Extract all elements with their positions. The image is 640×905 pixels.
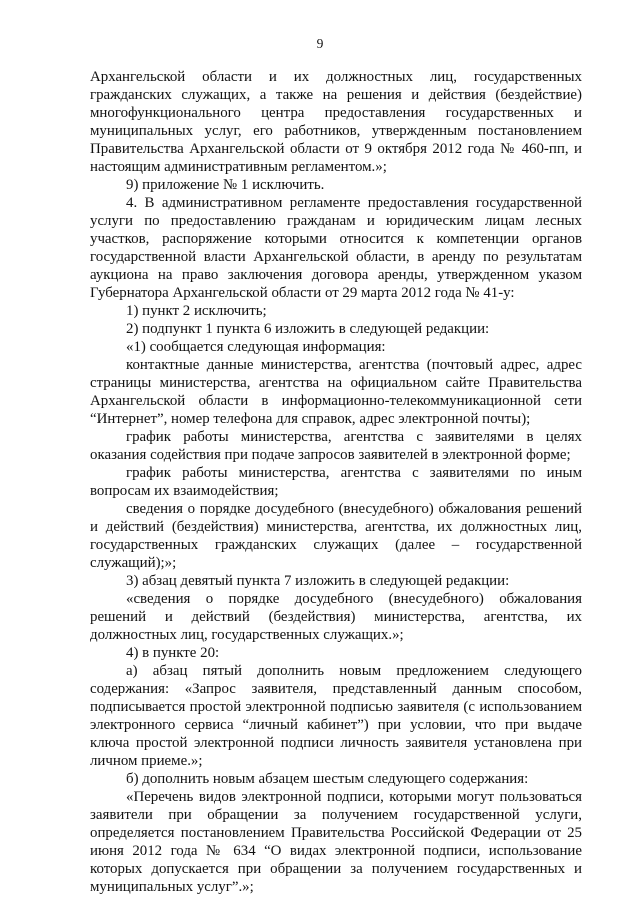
- paragraph-subitem-3: 3) абзац девятый пункта 7 изложить в следующей редакции:: [126, 573, 510, 589]
- paragraph-subitem-4: 4) в пункте 20:: [126, 645, 220, 661]
- paragraph-appeal-info: сведения о порядке досудебного (внесудебного) обжалования решений и действий (бездействия) министерства, агентства, их должностных лиц, государственных гражданских служащих (далее – государственной служащий);»;: [90, 501, 582, 571]
- paragraph-section-4: 4. В административном регламенте предоставления государственной услуги по предоставлению гражданам и юридическим лицам лесных участков, распоряжение которыми относится к компетенции органов государственной власти Архангельской области, в аренду по результатам аукциона на право заключения договора аренды, утвержденном указом Губернатора Архангельской области от 29 марта 2012 года № 41-у:: [90, 195, 582, 301]
- paragraph-contact-data: контактные данные министерства, агентства (почтовый адрес, адрес страницы министерства, агентства на официальном сайте Правительства Архангельской области в информационно-телекоммуникационной сети “Интернет”, номер телефона для справок, адрес электронной почты);: [90, 357, 582, 427]
- paragraph-signature-types: «Перечень видов электронной подписи, которыми могут пользоваться заявители при обращении за получением государственной услуги, определяется постановлением Правительства Российской Федерации от 25 июня 2012 года № 634 “О видах электронной подписи, использование которых допускается при обращении за получением государственных и муниципальных услуг”.»;: [90, 789, 582, 895]
- paragraph-subitem-2: 2) подпункт 1 пункта 6 изложить в следующей редакции:: [126, 321, 490, 337]
- paragraph-subitem-b: б) дополнить новым абзацем шестым следующего содержания:: [126, 771, 529, 787]
- paragraph-appeal-quote: «сведения о порядке досудебного (внесудебного) обжалования решений и действий (бездействия) министерства, агентства, их должностных лиц, государственных служащих.»;: [90, 591, 582, 643]
- paragraph-schedule-other: график работы министерства, агентства с заявителями по иным вопросам их взаимодействия;: [90, 465, 582, 499]
- paragraph-schedule-electronic: график работы министерства, агентства с заявителями в целях оказания содействия при подаче запросов заявителей в электронной форме;: [90, 429, 582, 463]
- paragraph-subitem-a: а) абзац пятый дополнить новым предложением следующего содержания: «Запрос заявителя, представленный данным способом, подписывается простой электронной подписью заявителя (с использованием электронного сервиса “личный кабинет”) при условии, что при выдаче ключа простой электронной подписи личность заявителя установлена при личном приеме.»;: [90, 663, 582, 769]
- page-number: 9: [316, 36, 324, 51]
- paragraph-item-9: 9) приложение № 1 исключить.: [126, 177, 325, 193]
- paragraph-subitem-1: 1) пункт 2 исключить;: [126, 303, 267, 319]
- paragraph-continuation: Архангельской области и их должностных лиц, государственных гражданских служащих, а также на решения и действия (бездействие) многофункционального центра предоставления государственных и муниципальных услуг, его работников, утвержденным постановлением Правительства Архангельской области от 9 октября 2012 года № 460-пп, и настоящим административным регламентом.»;: [90, 69, 582, 175]
- document-body: [90, 68, 582, 896]
- paragraph-quote-1: «1) сообщается следующая информация:: [126, 339, 386, 355]
